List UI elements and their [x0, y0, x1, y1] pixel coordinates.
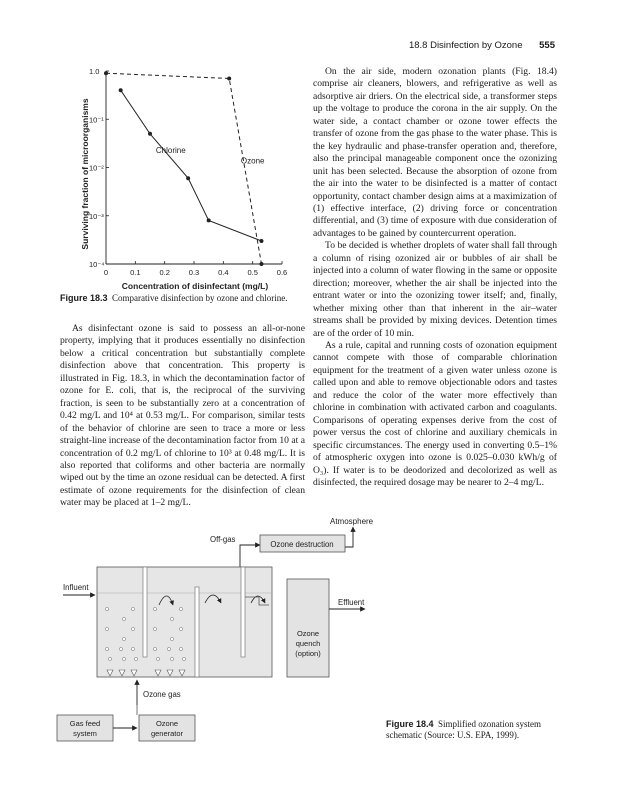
chlorine-series-label: Chlorine: [155, 145, 186, 155]
y-tick-label: 1.0: [89, 67, 100, 76]
x-tick-label: 0.3: [188, 268, 200, 277]
generator-label-1: Ozone: [155, 719, 179, 728]
ozone-destruction-label: Ozone destruction: [270, 540, 334, 549]
ozone-data-point: [104, 71, 108, 75]
y-axis-label: Surviving fraction of microorganisms: [80, 98, 90, 250]
right-paragraph-1: On the air side, modern ozonation plants (Fig. 18.4) comprise air cleaners, blowers, and refrigerative as well as adsorptive air driers. On the electrical side, a transformer steps up the voltage to produce the corona in the air supply. On the water side, a contact chamber or ozone tower effects the transfer of ozone from the gas phase to the water phase. This is the key hydraulic and phase-transfer operation and, therefore, also the principal manageable component once the ozonizing unit has been selected. Because the absorption of ozone from the air into the water to be disinfected is a matter of contact opportunity, contact chamber design aims at a maximization of (1) effective interface, (2) driving force or concentration differential, and (3) time of exposure with due consideration of advantages to be gained by countercurrent operation.: [313, 66, 557, 239]
x-axis-label: Concentration of disinfectant (mg/L): [121, 281, 269, 291]
running-head: [409, 40, 555, 51]
figure-18-4-label: Figure 18.4: [386, 719, 434, 729]
figure-18-4-schematic: [55, 505, 575, 755]
chart-plot-area: [80, 67, 287, 291]
ozone-series-line: [106, 73, 261, 264]
x-tick-label: 0.1: [130, 268, 141, 277]
y-tick-label: 10⁻¹: [89, 115, 104, 125]
atmosphere-arrow: [345, 527, 353, 547]
chlorine-data-point: [207, 218, 211, 222]
atmosphere-label: Atmosphere: [330, 517, 374, 526]
page-number: 555: [539, 40, 555, 51]
chlorine-data-point: [259, 239, 263, 243]
left-paragraph-1: As disinfectant ozone is said to possess an all-or-none property, implying that it produces essentially no disinfection below a critical concentration but substantially complete disinfection above that concentration. This property is illustrated in Fig. 18.3, in which the decontamination factor of ozone for E. coli, that is, the reciprocal of the surviving fraction, is seen to be substantially zero at a concentration of 0.42 mg/L and 10⁴ at 0.53 mg/L. For comparison, similar tests of the behavior of chlorine are seen to trace a more or less straight-line increase of the decontamination factor from 10 at a concentration of 0.2 mg/L of chlorine to 10³ at 0.48 mg/L. It is also reported that coliforms and other bacteria are normally wiped out by the time an ozone residual can be detected. A first estimate of ozone requirements for the disinfection of clean water may be placed at 1–2 mg/L.: [60, 323, 305, 509]
x-tick-label: 0.6: [276, 268, 288, 277]
offgas-line: [240, 545, 260, 567]
quench-label-1: Ozone: [296, 629, 320, 638]
effluent-label: Effluent: [338, 598, 365, 607]
ozone-data-point: [259, 262, 263, 266]
chlorine-data-point: [186, 176, 190, 180]
left-column: [60, 323, 305, 510]
right-column: [313, 66, 557, 489]
right-paragraph-2: To be decided is whether droplets of water shall fall through a column of rising ozonized air or bubbles of air shall be injected into a column of water flowing in the same or opposite direction; moreover, whether the air shall be injected into the entrant water or into the ozonizing tower itself; and, finally, whether mixing other than that inherent in the air–water streams shall be provided by mixing devices. Detention times are of the order of 10 min.: [313, 240, 557, 339]
section-title: 18.8 Disinfection by Ozone: [408, 40, 523, 51]
chlorine-data-point: [148, 132, 152, 136]
quench-label-3: (option): [295, 649, 321, 658]
offgas-label: Off-gas: [210, 535, 236, 544]
ozone-gas-label: Ozone gas: [143, 690, 181, 699]
figure-18-4-caption-text: Simplified ozonation system schematic (Source: U.S. EPA, 1999).: [386, 719, 542, 740]
chlorine-data-point: [119, 88, 123, 92]
figure-18-3-chart: [60, 58, 310, 298]
gas-feed-label-2: system: [73, 729, 97, 738]
right-paragraph-3: As a rule, capital and running costs of ozonation equipment cannot compete with those of comparable chlorination equipment for the treatment of a given water unless ozone is called upon and able to remove objectionable odors and tastes and reduce the color of the water more effectively than chlorine in combination with activated carbon and coagulants. Comparisons of operating expenses derive from the cost of power versus the cost of chlorine and auxiliary chemicals in specific circumstances. The energy used in converting 0.5–1% of atmospheric oxygen into ozone is 0.025–0.030 kWh/g of O₃). If water is to be deodorized and decolorized as well as disinfected, the required dosage may be nearer to 2–4 mg/L.: [313, 339, 557, 488]
x-tick-label: 0.5: [247, 268, 258, 277]
gas-feed-label-1: Gas feed: [69, 719, 101, 728]
x-tick-label: 0.2: [159, 268, 170, 277]
influent-label: Influent: [63, 583, 89, 592]
figure-18-4-caption: [386, 719, 561, 741]
y-tick-label: 10⁻²: [89, 163, 104, 173]
ozone-series-label: Ozone: [240, 156, 265, 166]
ozone-data-point: [227, 76, 231, 80]
x-tick-label: 0.4: [218, 268, 229, 277]
figure-18-3-caption-text: Comparative disinfection by ozone and chlorine.: [112, 293, 288, 303]
y-tick-label: 10⁻³: [89, 211, 104, 221]
y-tick-label: 10⁻⁴: [89, 260, 105, 269]
quench-label-2: quench: [295, 639, 321, 648]
x-tick-label: 0: [103, 268, 109, 277]
ozone-quench-box: [287, 579, 329, 677]
figure-18-3-caption: [60, 293, 310, 304]
generator-label-2: generator: [150, 729, 184, 738]
figure-18-3-label: Figure 18.3: [60, 293, 108, 303]
